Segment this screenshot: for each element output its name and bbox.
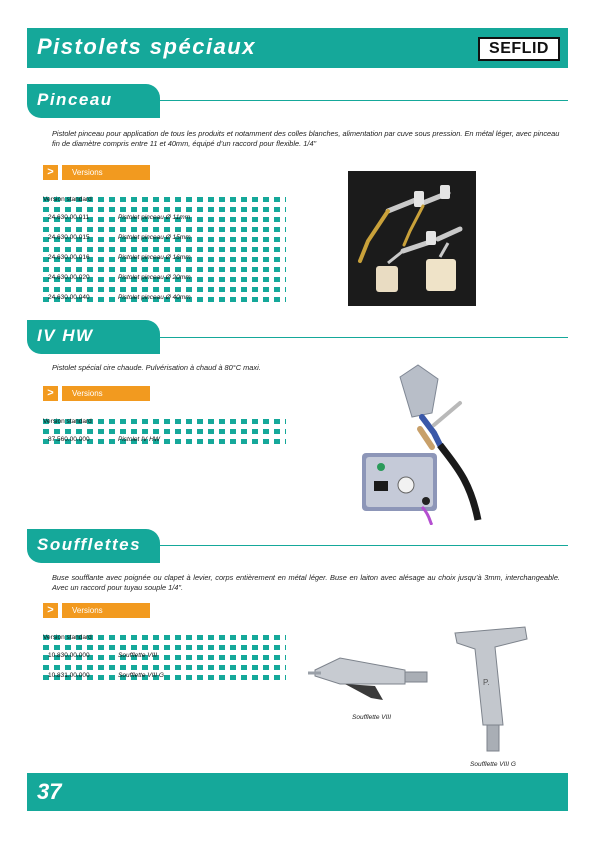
product-name: Pistolet pinceau Ø 11mm: [118, 214, 191, 221]
section-divider: [160, 545, 568, 546]
section-title: Soufflettes: [37, 535, 142, 554]
section-title: IV HW: [37, 326, 94, 345]
table-row: [38, 267, 286, 287]
svg-text:P.: P.: [483, 678, 490, 687]
product-code: 10.830.00.000: [48, 652, 90, 659]
brand-logo: SEFLID: [478, 37, 560, 61]
product-code: 24.630.00.016: [48, 254, 90, 261]
versions-label: Versions: [62, 603, 150, 618]
caption-soufflette-viii-g: Soufflette VIII G: [470, 761, 516, 768]
table-header-label: Version standard: [43, 634, 92, 641]
table-header: [38, 192, 286, 207]
page-title: Pistolets spéciaux: [37, 34, 256, 59]
product-name: Pistolet pinceau Ø 16mm: [118, 254, 191, 261]
product-code: 24.630.00.015: [48, 234, 90, 241]
versions-button[interactable]: [43, 603, 153, 618]
table-row: [38, 207, 286, 227]
page-number: 37: [37, 779, 62, 804]
product-name: Pistolet pinceau Ø 20mm: [118, 274, 191, 281]
table-row: [38, 665, 286, 685]
chevron-right-icon: >: [43, 386, 58, 401]
section-divider: [160, 337, 568, 338]
product-name: Soufflette VIII: [118, 652, 158, 659]
section-title: Pinceau: [37, 90, 113, 109]
table-row: [38, 227, 286, 247]
table-header: [38, 630, 286, 645]
product-code: 24.630.00.020: [48, 274, 90, 281]
versions-button[interactable]: [43, 165, 153, 180]
table-row: [38, 247, 286, 267]
section-description: Buse soufflante avec poignée ou clapet à levier, corps entièrement en métal léger. Buse en laiton avec alésage au choix jusqu’à 3mm, interchangeable. Avec un raccord pour tuyau souple 1/4".: [52, 573, 560, 592]
product-photo-iv-hw: [360, 355, 485, 525]
product-photo-brush-guns: [348, 171, 476, 306]
versions-label: Versions: [62, 165, 150, 180]
product-code: 10.831.00.000: [48, 672, 90, 679]
versions-label: Versions: [62, 386, 150, 401]
product-name: Pistolet pinceau Ø 40mm: [118, 294, 191, 301]
page-header-bar: [27, 28, 568, 68]
product-name: Pistolet pinceau Ø 15mm: [118, 234, 191, 241]
product-photo-soufflette-viii: [305, 640, 435, 715]
product-photo-soufflette-viii-g: [445, 625, 535, 760]
product-code: 24.630.00.040: [48, 294, 90, 301]
product-code: 87.560.00.000: [48, 436, 90, 443]
versions-table: [38, 192, 286, 307]
caption-soufflette-viii: Soufflette VIII: [352, 714, 392, 721]
versions-table: [38, 630, 286, 685]
table-row: [38, 287, 286, 307]
versions-button[interactable]: [43, 386, 153, 401]
table-header-label: Version standard: [43, 196, 92, 203]
chevron-right-icon: >: [43, 165, 58, 180]
section-description: Pistolet spécial cire chaude. Pulvérisation à chaud à 80°C maxi.: [52, 363, 261, 372]
table-header-label: Version standard: [43, 418, 92, 425]
section-divider: [160, 100, 568, 101]
versions-table: [38, 414, 286, 449]
product-code: 24.630.00.011: [48, 214, 90, 221]
table-header: [38, 414, 286, 429]
product-name: Soufflette VIII G: [118, 672, 164, 679]
section-header-pinceau: [27, 84, 160, 118]
section-description: Pistolet pinceau pour application de tous les produits et notamment des colles blanches, alimentation par cuve sous pression. En métal léger, avec pinceau fin de diamètre compris entre 11 et 40mm, équipé d’un raccord pour flexible. 1/4": [52, 129, 560, 148]
product-name: Pistolet IV HW: [118, 436, 160, 443]
section-header-soufflettes: [27, 529, 160, 563]
chevron-right-icon: >: [43, 603, 58, 618]
section-header-iv-hw: [27, 320, 160, 354]
table-row: [38, 429, 286, 449]
table-row: [38, 645, 286, 665]
page-footer-bar: [27, 773, 568, 811]
